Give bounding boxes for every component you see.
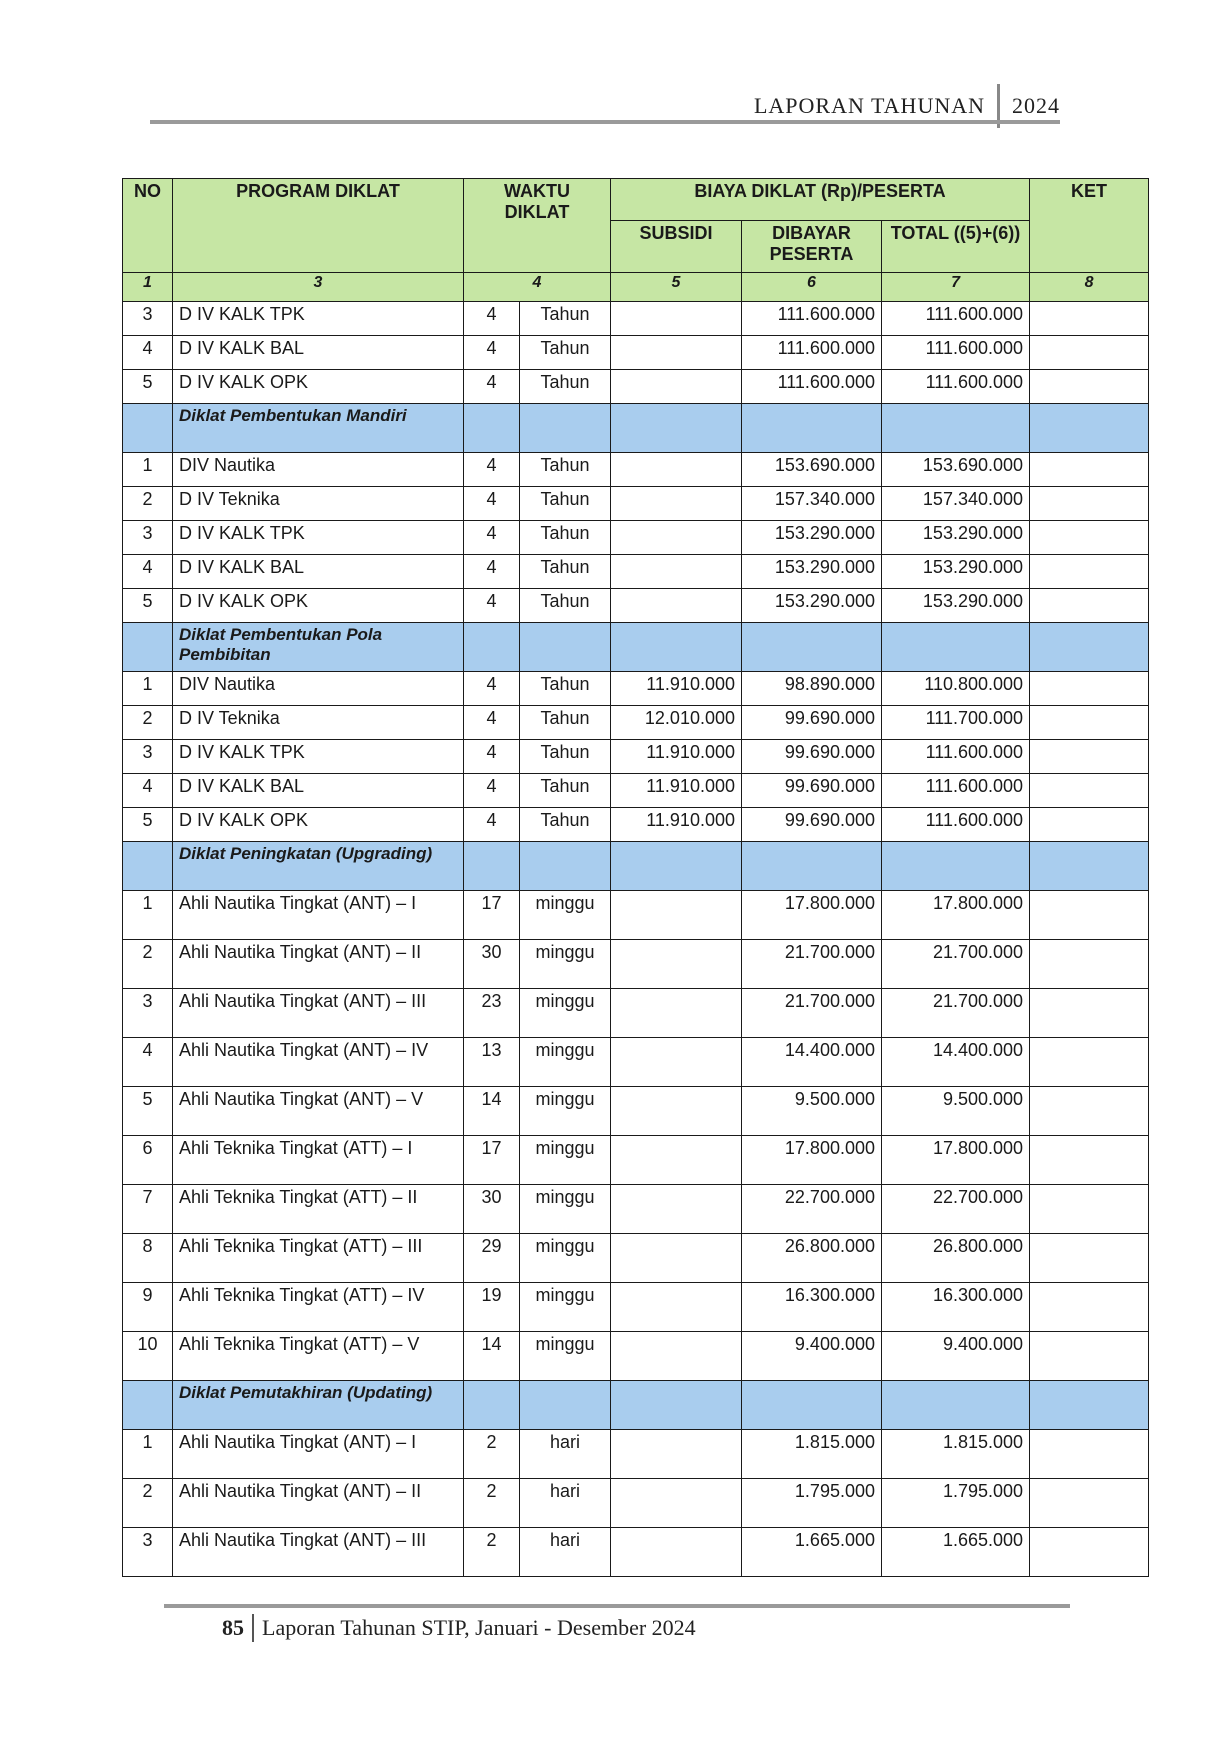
row-total: 157.340.000 [882,487,1030,521]
row-dibayar: 26.800.000 [742,1234,882,1283]
row-ket [1030,989,1149,1038]
row-duration: 14 [464,1087,520,1136]
section-empty-cell [1030,623,1149,672]
section-no-cell [123,842,173,891]
row-no: 5 [123,808,173,842]
row-no: 6 [123,1136,173,1185]
row-program: D IV KALK OPK [173,808,464,842]
table-row [123,989,1149,1038]
row-total: 1.815.000 [882,1430,1030,1479]
section-no-cell [123,404,173,453]
section-empty-cell [882,623,1030,672]
row-duration: 23 [464,989,520,1038]
section-empty-cell [882,404,1030,453]
row-program: Ahli Nautika Tingkat (ANT) – II [173,940,464,989]
table-row [123,1136,1149,1185]
table-row [123,370,1149,404]
row-duration: 4 [464,555,520,589]
row-no: 7 [123,1185,173,1234]
page-number: 85 [222,1615,244,1640]
row-dibayar: 153.290.000 [742,521,882,555]
section-dur-cell [464,1381,520,1430]
section-title: Diklat Pemutakhiran (Updating) [173,1381,464,1430]
row-no: 3 [123,302,173,336]
table-row [123,1283,1149,1332]
row-subsidi: 12.010.000 [611,706,742,740]
row-subsidi: 11.910.000 [611,808,742,842]
row-duration-unit: Tahun [520,336,611,370]
row-no: 2 [123,487,173,521]
row-program: D IV KALK TPK [173,740,464,774]
row-ket [1030,302,1149,336]
colnum-4: 4 [464,273,611,302]
row-duration-unit: minggu [520,891,611,940]
colnum-6: 6 [742,273,882,302]
colnum-7: 7 [882,273,1030,302]
row-total: 111.600.000 [882,336,1030,370]
row-total: 111.600.000 [882,808,1030,842]
row-duration-unit: Tahun [520,453,611,487]
row-duration-unit: Tahun [520,555,611,589]
row-duration-unit: minggu [520,1332,611,1381]
row-total: 1.665.000 [882,1528,1030,1577]
table-row [123,1038,1149,1087]
section-dur-cell [464,842,520,891]
row-total: 111.600.000 [882,774,1030,808]
row-ket [1030,706,1149,740]
row-duration-unit: Tahun [520,774,611,808]
section-row [123,404,1149,453]
row-dibayar: 21.700.000 [742,989,882,1038]
row-dibayar: 17.800.000 [742,1136,882,1185]
row-subsidi [611,940,742,989]
header-total: TOTAL ((5)+(6)) [882,221,1030,273]
row-subsidi [611,589,742,623]
row-ket [1030,1430,1149,1479]
section-empty-cell [742,623,882,672]
header-biaya: BIAYA DIKLAT (Rp)/PESERTA [611,179,1030,221]
row-ket [1030,521,1149,555]
section-empty-cell [1030,404,1149,453]
table-row [123,453,1149,487]
row-ket [1030,1283,1149,1332]
row-subsidi [611,1038,742,1087]
row-subsidi: 11.910.000 [611,774,742,808]
section-unit-cell [520,404,611,453]
row-subsidi [611,1234,742,1283]
row-program: D IV KALK TPK [173,302,464,336]
row-no: 5 [123,1087,173,1136]
row-duration-unit: minggu [520,1136,611,1185]
colnum-8: 8 [1030,273,1149,302]
row-duration-unit: minggu [520,940,611,989]
row-duration: 17 [464,891,520,940]
row-program: D IV KALK BAL [173,555,464,589]
section-row [123,1381,1149,1430]
section-no-cell [123,1381,173,1430]
row-duration: 2 [464,1479,520,1528]
colnum-1: 1 [123,273,173,302]
row-no: 4 [123,336,173,370]
row-total: 21.700.000 [882,940,1030,989]
row-no: 3 [123,1528,173,1577]
row-dibayar: 111.600.000 [742,302,882,336]
table-row [123,740,1149,774]
row-duration: 13 [464,1038,520,1087]
section-empty-cell [611,1381,742,1430]
row-duration: 14 [464,1332,520,1381]
row-program: DIV Nautika [173,453,464,487]
row-program: D IV KALK BAL [173,774,464,808]
row-program: D IV KALK BAL [173,336,464,370]
table-row [123,940,1149,989]
row-total: 110.800.000 [882,672,1030,706]
row-subsidi [611,370,742,404]
row-total: 14.400.000 [882,1038,1030,1087]
row-subsidi [611,1479,742,1528]
row-duration: 2 [464,1528,520,1577]
header-waktu: WAKTU DIKLAT [464,179,611,273]
header-dibayar: DIBAYAR PESERTA [742,221,882,273]
row-no: 1 [123,891,173,940]
section-empty-cell [611,842,742,891]
table-row [123,774,1149,808]
row-ket [1030,453,1149,487]
row-no: 2 [123,706,173,740]
row-duration-unit: minggu [520,1234,611,1283]
table-row [123,336,1149,370]
row-program: DIV Nautika [173,672,464,706]
row-ket [1030,336,1149,370]
row-total: 22.700.000 [882,1185,1030,1234]
row-program: D IV KALK TPK [173,521,464,555]
row-no: 4 [123,774,173,808]
table-row [123,672,1149,706]
colnum-5: 5 [611,273,742,302]
row-total: 153.290.000 [882,521,1030,555]
row-total: 1.795.000 [882,1479,1030,1528]
row-program: Ahli Teknika Tingkat (ATT) – I [173,1136,464,1185]
row-total: 153.290.000 [882,589,1030,623]
footer-rule [164,1604,1070,1608]
section-empty-cell [611,404,742,453]
row-subsidi [611,989,742,1038]
header-rule [150,120,1060,124]
section-row [123,623,1149,672]
row-dibayar: 99.690.000 [742,774,882,808]
row-duration: 4 [464,336,520,370]
row-total: 9.500.000 [882,1087,1030,1136]
row-ket [1030,1185,1149,1234]
row-no: 2 [123,940,173,989]
row-subsidi [611,1185,742,1234]
row-duration: 4 [464,774,520,808]
row-dibayar: 17.800.000 [742,891,882,940]
row-program: D IV Teknika [173,487,464,521]
row-no: 5 [123,370,173,404]
row-ket [1030,774,1149,808]
row-subsidi [611,891,742,940]
page-footer [222,1614,696,1642]
row-total: 153.690.000 [882,453,1030,487]
header-title: LAPORAN TAHUNAN [753,93,985,118]
row-subsidi [611,1283,742,1332]
colnum-3: 3 [173,273,464,302]
row-program: D IV KALK OPK [173,370,464,404]
row-subsidi: 11.910.000 [611,672,742,706]
row-no: 3 [123,740,173,774]
row-program: Ahli Teknika Tingkat (ATT) – III [173,1234,464,1283]
row-duration: 4 [464,302,520,336]
row-subsidi [611,302,742,336]
row-total: 153.290.000 [882,555,1030,589]
row-subsidi [611,1087,742,1136]
row-duration: 4 [464,808,520,842]
row-subsidi: 11.910.000 [611,740,742,774]
row-program: Ahli Nautika Tingkat (ANT) – IV [173,1038,464,1087]
row-duration: 4 [464,487,520,521]
table-body [123,302,1149,1577]
row-subsidi [611,1332,742,1381]
table-row [123,1430,1149,1479]
row-subsidi [611,1430,742,1479]
row-duration: 4 [464,589,520,623]
row-ket [1030,1087,1149,1136]
row-duration: 17 [464,1136,520,1185]
section-dur-cell [464,404,520,453]
row-total: 26.800.000 [882,1234,1030,1283]
row-duration-unit: minggu [520,1038,611,1087]
row-ket [1030,1234,1149,1283]
row-dibayar: 1.795.000 [742,1479,882,1528]
footer-separator [252,1614,254,1642]
row-duration-unit: Tahun [520,589,611,623]
section-empty-cell [742,842,882,891]
row-program: Ahli Nautika Tingkat (ANT) – I [173,891,464,940]
row-no: 9 [123,1283,173,1332]
row-ket [1030,589,1149,623]
row-ket [1030,1136,1149,1185]
section-empty-cell [742,1381,882,1430]
row-dibayar: 16.300.000 [742,1283,882,1332]
row-duration-unit: hari [520,1528,611,1577]
row-duration: 2 [464,1430,520,1479]
row-dibayar: 1.815.000 [742,1430,882,1479]
row-duration-unit: Tahun [520,672,611,706]
row-dibayar: 153.690.000 [742,453,882,487]
table-row [123,1234,1149,1283]
row-duration-unit: minggu [520,1185,611,1234]
header-year: 2024 [1012,93,1060,118]
row-program: Ahli Nautika Tingkat (ANT) – I [173,1430,464,1479]
row-dibayar: 22.700.000 [742,1185,882,1234]
row-duration: 30 [464,940,520,989]
row-ket [1030,808,1149,842]
section-unit-cell [520,842,611,891]
row-total: 16.300.000 [882,1283,1030,1332]
section-title: Diklat Pembentukan Pola Pembibitan [173,623,464,672]
fee-table [122,178,1149,1577]
row-no: 3 [123,521,173,555]
row-dibayar: 157.340.000 [742,487,882,521]
row-no: 8 [123,1234,173,1283]
row-dibayar: 99.690.000 [742,706,882,740]
row-duration: 4 [464,740,520,774]
row-dibayar: 111.600.000 [742,370,882,404]
table-row [123,555,1149,589]
row-program: Ahli Teknika Tingkat (ATT) – V [173,1332,464,1381]
footer-title: Laporan Tahunan STIP, Januari - Desember 2024 [262,1615,696,1640]
row-dibayar: 153.290.000 [742,589,882,623]
row-duration-unit: Tahun [520,521,611,555]
header-ket: KET [1030,179,1149,273]
row-total: 21.700.000 [882,989,1030,1038]
table-row [123,1332,1149,1381]
row-program: Ahli Nautika Tingkat (ANT) – III [173,1528,464,1577]
section-row [123,842,1149,891]
row-duration-unit: Tahun [520,740,611,774]
row-no: 4 [123,555,173,589]
row-duration: 29 [464,1234,520,1283]
row-duration-unit: minggu [520,1087,611,1136]
row-duration-unit: Tahun [520,302,611,336]
table-row [123,808,1149,842]
row-dibayar: 14.400.000 [742,1038,882,1087]
row-ket [1030,940,1149,989]
table-row [123,589,1149,623]
row-dibayar: 9.400.000 [742,1332,882,1381]
row-ket [1030,672,1149,706]
section-empty-cell [742,404,882,453]
row-subsidi [611,555,742,589]
row-subsidi [611,336,742,370]
section-dur-cell [464,623,520,672]
row-subsidi [611,521,742,555]
row-ket [1030,740,1149,774]
row-total: 9.400.000 [882,1332,1030,1381]
row-no: 2 [123,1479,173,1528]
header-program: PROGRAM DIKLAT [173,179,464,273]
section-no-cell [123,623,173,672]
row-duration: 30 [464,1185,520,1234]
row-program: D IV Teknika [173,706,464,740]
row-subsidi [611,453,742,487]
row-program: Ahli Teknika Tingkat (ATT) – II [173,1185,464,1234]
table-row [123,1479,1149,1528]
row-subsidi [611,487,742,521]
section-empty-cell [882,842,1030,891]
section-empty-cell [1030,1381,1149,1430]
row-duration: 4 [464,672,520,706]
row-duration: 4 [464,706,520,740]
row-ket [1030,487,1149,521]
row-duration-unit: Tahun [520,487,611,521]
row-ket [1030,891,1149,940]
row-duration-unit: Tahun [520,706,611,740]
row-program: Ahli Nautika Tingkat (ANT) – V [173,1087,464,1136]
row-ket [1030,1038,1149,1087]
row-total: 17.800.000 [882,1136,1030,1185]
section-unit-cell [520,1381,611,1430]
section-title: Diklat Peningkatan (Upgrading) [173,842,464,891]
table-row [123,302,1149,336]
row-ket [1030,370,1149,404]
row-dibayar: 99.690.000 [742,808,882,842]
row-dibayar: 98.890.000 [742,672,882,706]
row-no: 1 [123,453,173,487]
row-total: 17.800.000 [882,891,1030,940]
table-row [123,891,1149,940]
row-no: 1 [123,672,173,706]
section-empty-cell [1030,842,1149,891]
row-duration: 4 [464,370,520,404]
row-duration-unit: hari [520,1430,611,1479]
row-duration: 4 [464,521,520,555]
row-no: 4 [123,1038,173,1087]
page-header [150,78,1060,124]
row-dibayar: 21.700.000 [742,940,882,989]
row-ket [1030,1332,1149,1381]
row-ket [1030,1479,1149,1528]
row-duration-unit: minggu [520,989,611,1038]
row-duration-unit: minggu [520,1283,611,1332]
row-duration-unit: Tahun [520,370,611,404]
row-program: D IV KALK OPK [173,589,464,623]
row-dibayar: 153.290.000 [742,555,882,589]
row-dibayar: 9.500.000 [742,1087,882,1136]
row-program: Ahli Nautika Tingkat (ANT) – II [173,1479,464,1528]
table-row [123,706,1149,740]
section-empty-cell [882,1381,1030,1430]
row-total: 111.600.000 [882,740,1030,774]
section-unit-cell [520,623,611,672]
row-dibayar: 111.600.000 [742,336,882,370]
row-duration-unit: hari [520,1479,611,1528]
header-no: NO [123,179,173,273]
section-title: Diklat Pembentukan Mandiri [173,404,464,453]
row-total: 111.700.000 [882,706,1030,740]
row-no: 1 [123,1430,173,1479]
row-duration: 19 [464,1283,520,1332]
row-total: 111.600.000 [882,302,1030,336]
section-empty-cell [611,623,742,672]
row-no: 5 [123,589,173,623]
row-duration: 4 [464,453,520,487]
row-duration-unit: Tahun [520,808,611,842]
row-dibayar: 1.665.000 [742,1528,882,1577]
header-subsidi: SUBSIDI [611,221,742,273]
row-ket [1030,555,1149,589]
row-program: Ahli Nautika Tingkat (ANT) – III [173,989,464,1038]
row-subsidi [611,1136,742,1185]
row-subsidi [611,1528,742,1577]
row-dibayar: 99.690.000 [742,740,882,774]
table-row [123,1087,1149,1136]
row-no: 3 [123,989,173,1038]
row-program: Ahli Teknika Tingkat (ATT) – IV [173,1283,464,1332]
table-row [123,1528,1149,1577]
table-row [123,487,1149,521]
row-ket [1030,1528,1149,1577]
row-no: 10 [123,1332,173,1381]
row-total: 111.600.000 [882,370,1030,404]
table-row [123,1185,1149,1234]
table-row [123,521,1149,555]
